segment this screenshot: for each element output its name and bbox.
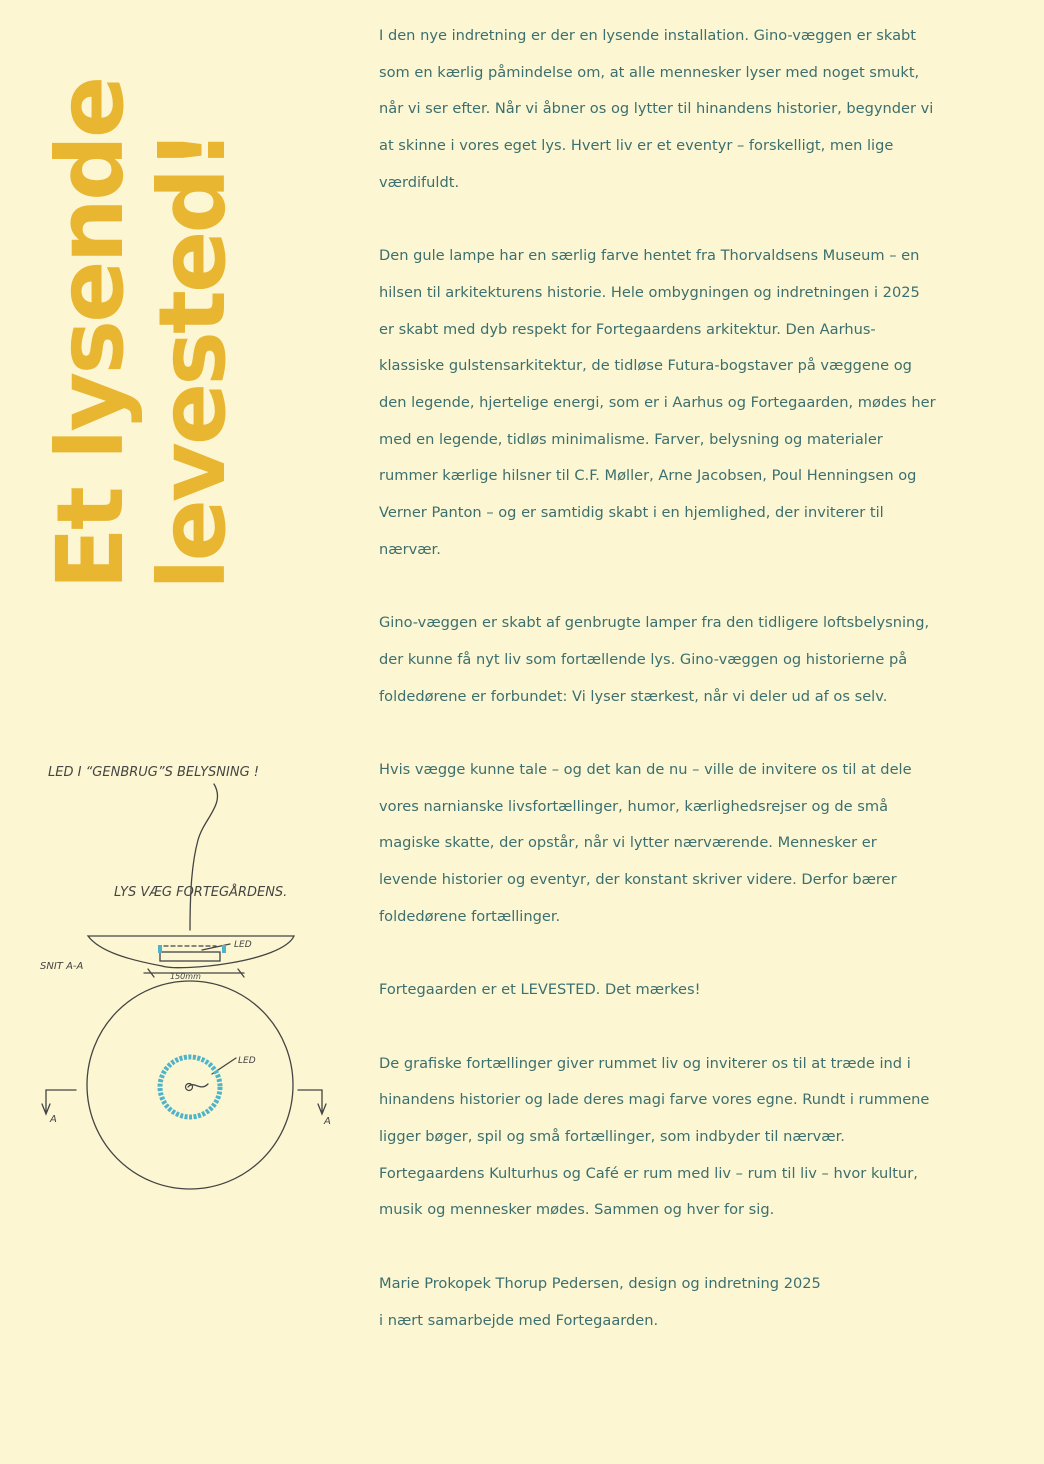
sketch-label-section: SNIT A-A [40, 961, 84, 972]
title-line-1: Et lysende [37, 78, 144, 590]
sketch-note-top: LED I “GENBRUG”S BELYSNING ! [48, 765, 259, 780]
signature [379, 1266, 939, 1339]
body-text [379, 18, 939, 1339]
sketch-label-dimension: 150mm [170, 972, 201, 981]
title-line-2: levested! [139, 131, 246, 590]
sketch-label-cut-right: A [324, 1116, 331, 1127]
sketch-note-middle: LYS VÆG FORTEGÅRDENS. [114, 885, 288, 900]
title-block [37, 78, 246, 590]
sketch-label-led-shade: LED [234, 940, 252, 950]
sketch-label-led-ring: LED [238, 1056, 256, 1066]
paragraph-graphic-stories: De grafiske fortællinger giver rummet liv og inviterer os til at træde ind i hinandens historier og lade deres magi farve vores egne. Rundt i rummene ligger bøger, spil og små fortællinger, som indbyder til nærvær. Fortegaardens Kulturhus og Café er rum med liv – rum til liv – hvor kultur, musik og mennesker mødes. Sammen og hver for sig. [379, 1054, 930, 1219]
paragraph-intro: I den nye indretning er der en lysende installation. Gino-væggen er skabt som en kærlig påmindelse om, at alle mennesker lyser med noget smukt, når vi ser efter. Når vi åbner os og lytter til hinandens historier, begynder vi at skinne i vores eget lys. Hvert liv er et eventyr – forskelligt, men lige værdifuldt. [379, 27, 934, 191]
paragraph-levested: Fortegaarden er et LEVESTED. Det mærkes! [379, 981, 701, 999]
signature-line-1: Marie Prokopek Thorup Pedersen, design og indretning 2025 [379, 1274, 821, 1292]
paragraph-walls-talk: Hvis vægge kunne tale – og det kan de nu – ville de invitere os til at dele vores narnianske livsfortællinger, humor, kærlighedsrejser og de små magiske skatte, der opstår, når vi lytter nærværende. Mennesker er levende historier og eventyr, der konstant skriver videre. Derfor bærer foldedørene fortællinger. [379, 761, 912, 925]
sketch-label-cut-left: A [50, 1114, 57, 1125]
lamp-sketch [30, 740, 340, 1200]
signature-line-2: i nært samarbejde med Fortegaarden. [379, 1311, 659, 1329]
page-title [37, 78, 246, 590]
paragraph-gino-wall: Gino-væggen er skabt af genbrugte lamper fra den tidligere loftsbelysning, der kunne få nyt liv som fortællende lys. Gino-væggen og historierne på foldedørene er forbundet: Vi lyser stærkest, når vi deler ud af os selv. [379, 614, 930, 705]
paragraph-architecture: Den gule lampe har en særlig farve hentet fra Thorvaldsens Museum – en hilsen til arkitekturens historie. Hele ombygningen og indretningen i 2025 er skabt med dyb respekt for Fortegaardens arkitektur. Den Aarhus-klassiske gulstensarkitektur, de tidløse Futura-bogstaver på væggene og den legende, hjertelige energi, som er i Aarhus og Fortegaarden, mødes her med en legende, tidløs minimalisme. Farver, belysning og materialer rummer kærlige hilsner til C.F. Møller, Arne Jacobsen, Poul Henningsen og Verner Panton – og er samtidig skabt i en hjemlighed, der inviterer til nærvær. [379, 247, 936, 558]
